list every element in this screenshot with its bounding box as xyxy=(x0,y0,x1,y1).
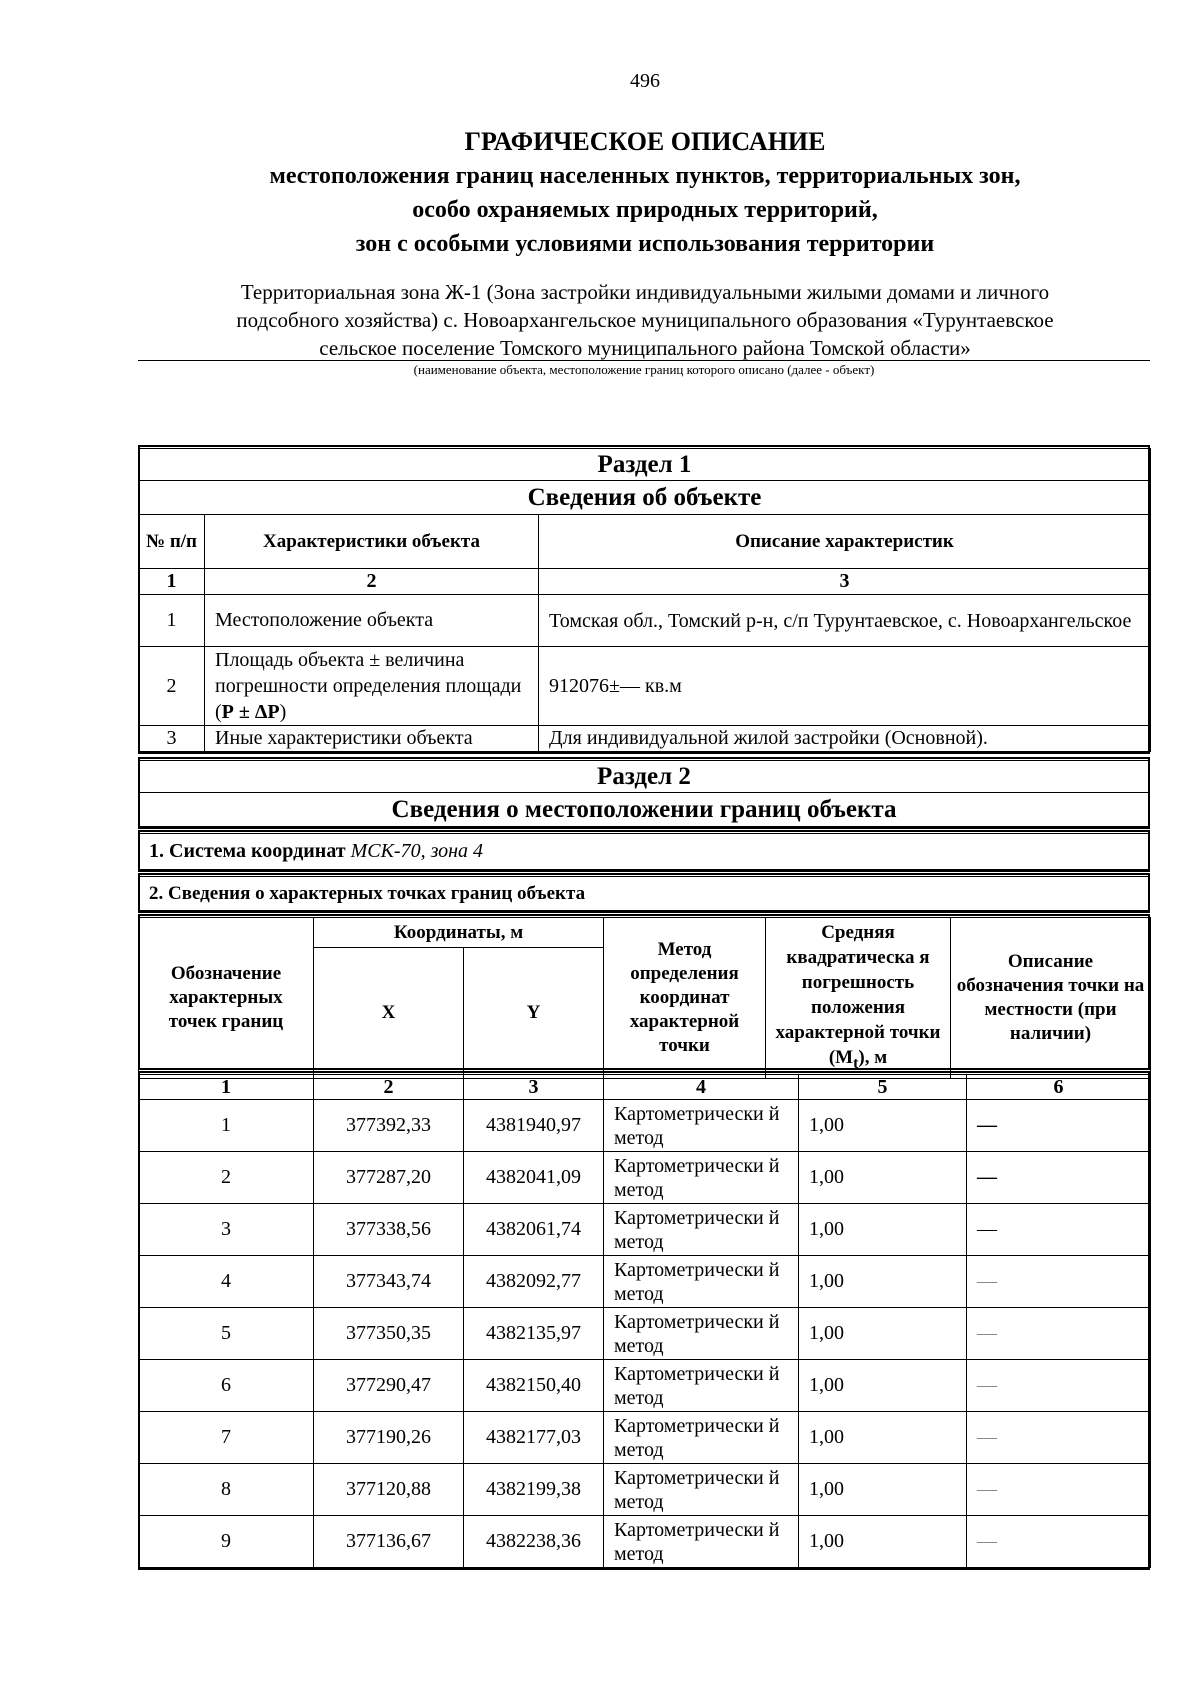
header-error-text: Средняя квадратическа я погрешность положения характерной точки (M xyxy=(775,922,941,1068)
point-number: 3 xyxy=(139,1204,314,1256)
row-characteristic xyxy=(205,647,539,726)
point-x: 377338,56 xyxy=(314,1204,464,1256)
row-description: Для индивидуальной жилой застройки (Основной). xyxy=(539,726,1151,752)
row-characteristic: Иные характеристики объекта xyxy=(205,726,539,752)
section1-table xyxy=(138,448,1151,752)
row-num: 2 xyxy=(139,647,205,726)
area-formula: Р ± ΔР xyxy=(221,701,280,723)
point-method: Картометрически й метод xyxy=(604,1464,799,1516)
table-row xyxy=(139,1516,1151,1568)
point-x: 377343,74 xyxy=(314,1256,464,1308)
point-y: 4382199,38 xyxy=(464,1464,604,1516)
point-error: 1,00 xyxy=(799,1308,967,1360)
point-description: — xyxy=(967,1516,1151,1568)
table-row xyxy=(139,1360,1151,1412)
point-method: Картометрически й метод xyxy=(604,1360,799,1412)
object-caption: (наименование объекта, местоположение границ которого описано (далее - объект) xyxy=(413,362,875,377)
col-number: 4 xyxy=(604,1075,799,1100)
header-designation: Обозначение характерных точек границ xyxy=(139,918,314,1079)
title-line-2: особо охраняемых природных территорий, xyxy=(412,197,878,223)
header-error xyxy=(766,918,951,1079)
header-error-unit: ), м xyxy=(858,1047,888,1068)
point-error: 1,00 xyxy=(799,1100,967,1152)
point-method: Картометрически й метод xyxy=(604,1204,799,1256)
table-row xyxy=(139,1204,1151,1256)
table-row xyxy=(139,1308,1151,1360)
point-error: 1,00 xyxy=(799,1360,967,1412)
section1-subtitle: Сведения об объекте xyxy=(139,481,1151,515)
point-number: 8 xyxy=(139,1464,314,1516)
point-method: Картометрически й метод xyxy=(604,1100,799,1152)
object-line-2: подсобного хозяйства) с. Новоархангельское муниципального образования «Турунтаевское xyxy=(236,308,1054,332)
header-y: Y xyxy=(464,948,604,1078)
section2-title: Раздел 2 xyxy=(139,761,1150,793)
coord-system xyxy=(139,834,1150,870)
point-y: 4382150,40 xyxy=(464,1360,604,1412)
point-x: 377136,67 xyxy=(314,1516,464,1568)
point-error: 1,00 xyxy=(799,1204,967,1256)
coord-system-table xyxy=(138,833,1150,870)
point-x: 377120,88 xyxy=(314,1464,464,1516)
table-row xyxy=(139,595,1151,647)
point-number: 1 xyxy=(139,1100,314,1152)
point-description: — xyxy=(967,1412,1151,1464)
header-characteristic: Характеристики объекта xyxy=(205,515,539,569)
point-error: 1,00 xyxy=(799,1152,967,1204)
table-row xyxy=(139,1100,1151,1152)
col-number: 2 xyxy=(314,1075,464,1100)
table-row xyxy=(139,1256,1151,1308)
point-y: 4382238,36 xyxy=(464,1516,604,1568)
object-line-1: Территориальная зона Ж-1 (Зона застройки индивидуальными жилыми домами и личного xyxy=(240,280,1050,304)
point-description: — xyxy=(967,1204,1151,1256)
col-number: 3 xyxy=(539,569,1151,595)
section1-title: Раздел 1 xyxy=(139,449,1151,481)
point-number: 6 xyxy=(139,1360,314,1412)
header-description: Описание характеристик xyxy=(539,515,1151,569)
title-line-3: зон с особыми условиями использования территории xyxy=(355,231,935,257)
header-coords: Координаты, м xyxy=(314,918,604,948)
point-y: 4382061,74 xyxy=(464,1204,604,1256)
point-error: 1,00 xyxy=(799,1412,967,1464)
point-x: 377190,26 xyxy=(314,1412,464,1464)
object-name xyxy=(140,278,1150,362)
row-description: Томская обл., Томский р-н, с/п Турунтаевское, с. Новоархангельское xyxy=(539,595,1151,647)
header-num: № п/п xyxy=(139,515,205,569)
row-num: 1 xyxy=(139,595,205,647)
point-y: 4381940,97 xyxy=(464,1100,604,1152)
point-error: 1,00 xyxy=(799,1256,967,1308)
col-number: 6 xyxy=(967,1075,1151,1100)
title-line-1: местоположения границ населенных пунктов, территориальных зон, xyxy=(269,163,1021,189)
point-description: — xyxy=(967,1100,1151,1152)
point-number: 9 xyxy=(139,1516,314,1568)
point-description: — xyxy=(967,1308,1151,1360)
header-point-description: Описание обозначения точки на местности (при наличии) xyxy=(951,918,1151,1079)
table-row xyxy=(139,1152,1151,1204)
point-method: Картометрически й метод xyxy=(604,1412,799,1464)
point-number: 7 xyxy=(139,1412,314,1464)
row-characteristic: Местоположение объекта xyxy=(205,595,539,647)
point-number: 5 xyxy=(139,1308,314,1360)
point-number: 4 xyxy=(139,1256,314,1308)
object-underline xyxy=(138,360,1150,361)
row-description: 912076±— кв.м xyxy=(539,647,1151,726)
point-description: — xyxy=(967,1464,1151,1516)
point-number: 2 xyxy=(139,1152,314,1204)
row-num: 3 xyxy=(139,726,205,752)
area-label-end: ) xyxy=(279,701,287,723)
col-number: 1 xyxy=(139,1075,314,1100)
point-x: 377392,33 xyxy=(314,1100,464,1152)
points-label: 2. Сведения о характерных точках границ объекта xyxy=(139,877,1150,911)
page-number: 496 xyxy=(630,70,660,92)
points-header-table xyxy=(138,917,1151,1079)
point-x: 377290,47 xyxy=(314,1360,464,1412)
point-y: 4382177,03 xyxy=(464,1412,604,1464)
section2-title-table xyxy=(138,760,1150,827)
point-y: 4382092,77 xyxy=(464,1256,604,1308)
point-method: Картометрически й метод xyxy=(604,1516,799,1568)
header-method: Метод определения координат характерной точки xyxy=(604,918,766,1079)
table-row xyxy=(139,1412,1151,1464)
point-description: — xyxy=(967,1256,1151,1308)
col-number: 1 xyxy=(139,569,205,595)
point-y: 4382041,09 xyxy=(464,1152,604,1204)
col-number: 3 xyxy=(464,1075,604,1100)
title-main: ГРАФИЧЕСКОЕ ОПИСАНИЕ xyxy=(464,127,826,156)
col-number: 5 xyxy=(799,1075,967,1100)
point-method: Картометрически й метод xyxy=(604,1256,799,1308)
header-x: X xyxy=(314,948,464,1078)
point-description: — xyxy=(967,1360,1151,1412)
section2-subtitle: Сведения о местоположении границ объекта xyxy=(139,793,1150,827)
object-line-3: сельское поселение Томского муниципального района Томской области» xyxy=(319,336,971,360)
table-row xyxy=(139,647,1151,726)
points-label-table xyxy=(138,876,1150,911)
point-y: 4382135,97 xyxy=(464,1308,604,1360)
point-error: 1,00 xyxy=(799,1464,967,1516)
col-number: 2 xyxy=(205,569,539,595)
point-x: 377287,20 xyxy=(314,1152,464,1204)
table-row xyxy=(139,1464,1151,1516)
point-method: Картометрически й метод xyxy=(604,1152,799,1204)
point-method: Картометрически й метод xyxy=(604,1308,799,1360)
coord-system-label: 1. Система координат xyxy=(149,840,351,862)
points-data-table xyxy=(138,1074,1151,1568)
header-error-sub: t xyxy=(853,1054,859,1072)
table-row xyxy=(139,726,1151,752)
coord-system-value: МСК-70, зона 4 xyxy=(350,840,484,862)
point-error: 1,00 xyxy=(799,1516,967,1568)
point-description: — xyxy=(967,1152,1151,1204)
area-label: Площадь объекта ± величина погрешности определения площади ( xyxy=(215,649,522,723)
document-title xyxy=(0,125,1200,261)
point-x: 377350,35 xyxy=(314,1308,464,1360)
